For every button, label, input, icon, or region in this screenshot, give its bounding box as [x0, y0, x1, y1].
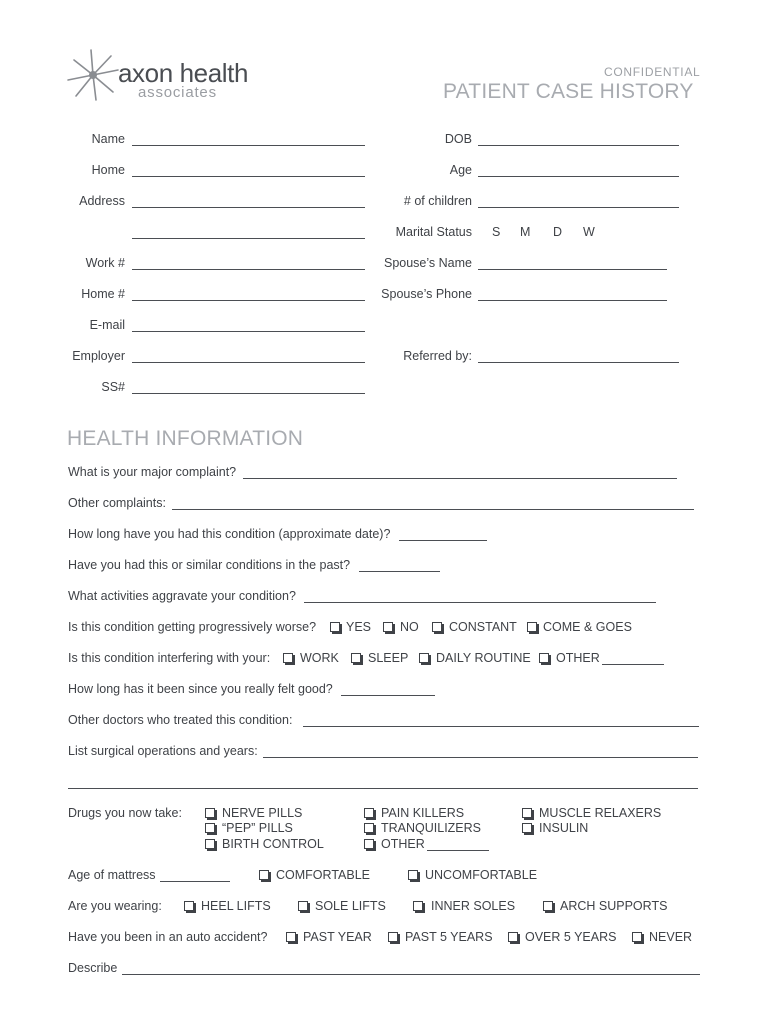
worse-come-goes-checkbox[interactable]: [527, 622, 537, 632]
address-field-line2[interactable]: [132, 238, 365, 239]
wearing-sole-lifts-label: SOLE LIFTS: [315, 899, 386, 913]
auto-never-label: NEVER: [649, 930, 693, 944]
interfering-other-checkbox[interactable]: [539, 653, 549, 663]
worse-question: Is this condition getting progressively worse?: [68, 620, 317, 634]
surgical-field[interactable]: [263, 757, 698, 758]
home-label: Home: [91, 163, 125, 177]
drug-tranquilizers-label: TRANQUILIZERS: [381, 821, 482, 835]
wearing-arch-supports-checkbox[interactable]: [543, 901, 553, 911]
interfering-sleep-checkbox[interactable]: [351, 653, 361, 663]
health-section-title: HEALTH INFORMATION: [67, 427, 304, 450]
mattress-uncomfortable-checkbox[interactable]: [408, 870, 418, 880]
aggravate-label: What activities aggravate your condition?: [68, 589, 296, 603]
auto-past-year-label: PAST YEAR: [303, 930, 372, 944]
condition-duration-label: How long have you had this condition (approximate date)?: [68, 527, 391, 541]
worse-no-checkbox[interactable]: [383, 622, 393, 632]
brand-subtitle: associates: [138, 84, 217, 101]
email-field[interactable]: [132, 331, 365, 332]
drug-pain-killers-checkbox[interactable]: [364, 808, 374, 818]
interfering-work-checkbox[interactable]: [283, 653, 293, 663]
drug-muscle-relaxers-label: MUSCLE RELAXERS: [539, 806, 662, 820]
interfering-other-field[interactable]: [602, 664, 664, 665]
wearing-arch-supports-label: ARCH SUPPORTS: [560, 899, 668, 913]
email-label: E-mail: [89, 318, 125, 332]
similar-past-label: Have you had this or similar conditions in the past?: [68, 558, 351, 572]
spouse-name-field[interactable]: [478, 269, 667, 270]
referred-by-label: Referred by:: [403, 349, 472, 363]
drug-nerve-pills-label: NERVE PILLS: [222, 806, 303, 820]
name-field[interactable]: [132, 145, 365, 146]
home-phone-label: Home #: [81, 287, 125, 301]
children-label: # of children: [403, 194, 472, 208]
form-title: PATIENT CASE HISTORY: [443, 80, 694, 103]
ss-field[interactable]: [132, 393, 365, 394]
wearing-heel-lifts-label: HEEL LIFTS: [201, 899, 271, 913]
mattress-uncomfortable-label: UNCOMFORTABLE: [425, 868, 538, 882]
drug-birth-control-checkbox[interactable]: [205, 839, 215, 849]
other-complaints-label: Other complaints:: [68, 496, 166, 510]
mattress-age-field[interactable]: [160, 881, 230, 882]
auto-over-5-years-label: OVER 5 YEARS: [525, 930, 617, 944]
auto-past-5-years-label: PAST 5 YEARS: [405, 930, 493, 944]
worse-yes-checkbox[interactable]: [330, 622, 340, 632]
surgical-label: List surgical operations and years:: [68, 744, 258, 758]
drug-other-label: OTHER: [381, 837, 425, 851]
mattress-comfortable-label: COMFORTABLE: [276, 868, 370, 882]
other-doctors-label: Other doctors who treated this condition:: [68, 713, 293, 727]
auto-past-year-checkbox[interactable]: [286, 932, 296, 942]
address-field[interactable]: [132, 207, 365, 208]
drug-insulin-checkbox[interactable]: [522, 823, 532, 833]
auto-never-checkbox[interactable]: [632, 932, 642, 942]
marital-option-married[interactable]: M: [520, 225, 531, 239]
drugs-question: Drugs you now take:: [68, 806, 182, 820]
axon-logo-icon: [66, 48, 120, 102]
worse-no-label: NO: [400, 620, 419, 634]
interfering-other-label: OTHER: [556, 651, 600, 665]
dob-field[interactable]: [478, 145, 679, 146]
interfering-work-label: WORK: [300, 651, 339, 665]
felt-good-field[interactable]: [341, 695, 435, 696]
drug-insulin-label: INSULIN: [539, 821, 589, 835]
auto-past-5-years-checkbox[interactable]: [388, 932, 398, 942]
marital-option-widowed[interactable]: W: [583, 225, 595, 239]
interfering-question: Is this condition interfering with your:: [68, 651, 271, 665]
home-phone-field[interactable]: [132, 300, 365, 301]
drug-muscle-relaxers-checkbox[interactable]: [522, 808, 532, 818]
drug-other-field[interactable]: [427, 850, 489, 851]
drug-tranquilizers-checkbox[interactable]: [364, 823, 374, 833]
marital-option-single[interactable]: S: [492, 225, 501, 239]
surgical-field-line2[interactable]: [68, 788, 698, 789]
describe-label: Describe: [68, 961, 118, 975]
age-field[interactable]: [478, 176, 679, 177]
mattress-comfortable-checkbox[interactable]: [259, 870, 269, 880]
children-field[interactable]: [478, 207, 679, 208]
major-complaint-label: What is your major complaint?: [68, 465, 237, 479]
worse-come-goes-label: COME & GOES: [543, 620, 632, 634]
spouse-phone-field[interactable]: [478, 300, 667, 301]
other-complaints-field[interactable]: [172, 509, 694, 510]
drug-pep-pills-label: “PEP” PILLS: [222, 821, 293, 835]
auto-accident-question: Have you been in an auto accident?: [68, 930, 268, 944]
address-label: Address: [79, 194, 125, 208]
wearing-inner-soles-label: INNER SOLES: [431, 899, 516, 913]
interfering-daily-routine-label: DAILY ROUTINE: [436, 651, 531, 665]
age-label: Age: [449, 163, 472, 177]
work-phone-label: Work #: [85, 256, 125, 270]
worse-constant-checkbox[interactable]: [432, 622, 442, 632]
drug-nerve-pills-checkbox[interactable]: [205, 808, 215, 818]
wearing-heel-lifts-checkbox[interactable]: [184, 901, 194, 911]
mattress-question: Age of mattress: [68, 868, 156, 882]
interfering-daily-routine-checkbox[interactable]: [419, 653, 429, 663]
interfering-sleep-label: SLEEP: [368, 651, 409, 665]
similar-past-field[interactable]: [359, 571, 440, 572]
work-phone-field[interactable]: [132, 269, 365, 270]
wearing-sole-lifts-checkbox[interactable]: [298, 901, 308, 911]
home-field[interactable]: [132, 176, 365, 177]
aggravate-field[interactable]: [304, 602, 656, 603]
worse-constant-label: CONSTANT: [449, 620, 517, 634]
employer-label: Employer: [72, 349, 125, 363]
other-doctors-field[interactable]: [303, 726, 699, 727]
dob-label: DOB: [444, 132, 472, 146]
spouse-name-label: Spouse’s Name: [383, 256, 472, 270]
ss-label: SS#: [101, 380, 125, 394]
wearing-question: Are you wearing:: [68, 899, 162, 913]
drug-other-checkbox[interactable]: [364, 839, 374, 849]
wearing-inner-soles-checkbox[interactable]: [413, 901, 423, 911]
name-label: Name: [91, 132, 125, 146]
drug-birth-control-label: BIRTH CONTROL: [222, 837, 324, 851]
spouse-phone-label: Spouse’s Phone: [381, 287, 472, 301]
marital-option-divorced[interactable]: D: [553, 225, 563, 239]
marital-status-label: Marital Status: [395, 225, 472, 239]
brand-name: axon health: [118, 58, 249, 88]
employer-field[interactable]: [132, 362, 365, 363]
describe-field[interactable]: [122, 974, 700, 975]
felt-good-label: How long has it been since you really felt good?: [68, 682, 333, 696]
auto-over-5-years-checkbox[interactable]: [508, 932, 518, 942]
drug-pain-killers-label: PAIN KILLERS: [381, 806, 465, 820]
worse-yes-label: YES: [346, 620, 372, 634]
drug-pep-pills-checkbox[interactable]: [205, 823, 215, 833]
condition-duration-field[interactable]: [399, 540, 487, 541]
referred-by-field[interactable]: [478, 362, 679, 363]
confidential-label: CONFIDENTIAL: [604, 65, 701, 79]
major-complaint-field[interactable]: [243, 478, 677, 479]
